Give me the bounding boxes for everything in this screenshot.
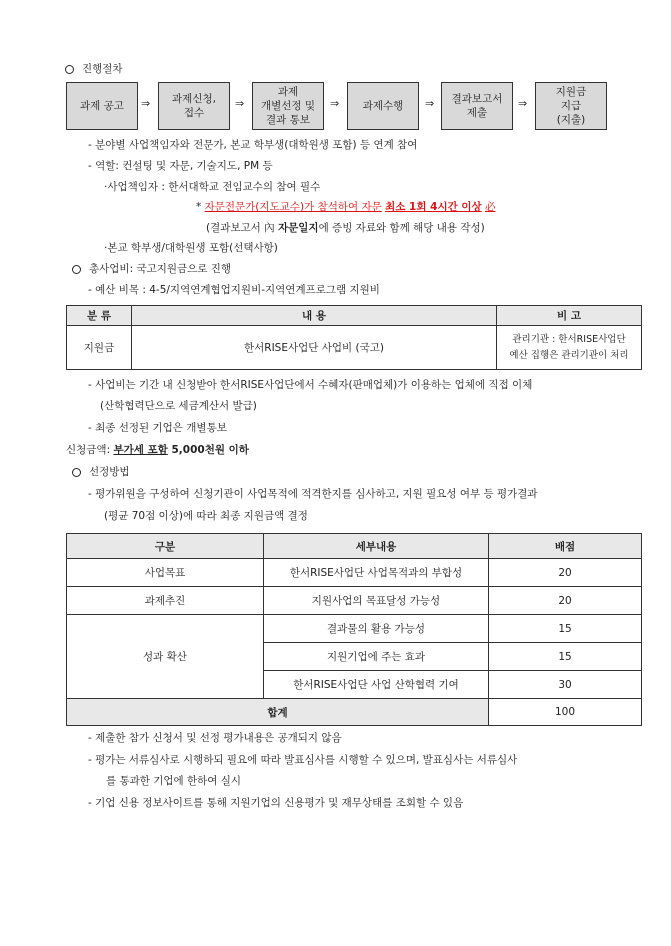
table-row: 지원금 한서RISE사업단 사업비 (국고) 관리기관 : 한서RISE사업단 예산 집행은 관리기관이 처리 — [67, 326, 642, 370]
section-heading-process: 진행절차 — [65, 61, 123, 76]
section-heading-selection: 선정방법 — [72, 464, 130, 479]
step-box-select: 과제 개별선정 및 결과 통보 — [252, 82, 324, 130]
process-bullet-4: ·본교 학부생/대학원생 포함(선택사항) — [104, 242, 278, 254]
selection-note-2: - 평가는 서류심사로 시행하되 필요에 따라 발표심사를 시행할 수 있으며, 발표심사는 서류심사 — [88, 754, 518, 766]
table-header: 세부내용 — [264, 534, 489, 559]
budget-note-1b: (산학협력단으로 세금계산서 발급) — [100, 400, 257, 412]
table-row: 과제추진 지원사업의 목표달성 가능성 20 — [67, 587, 642, 615]
budget-note-1: - 사업비는 기간 내 신청받아 한서RISE사업단에서 수혜자(판매업체)가 이용하는 업체에 직접 이체 — [88, 379, 533, 391]
table-row: 지원기업에 주는 효과 15 — [67, 643, 642, 671]
evaluation-table — [66, 533, 642, 726]
circle-bullet-icon — [65, 65, 74, 74]
step-box-payment: 지원금 지급 (지출) — [535, 82, 607, 130]
selection-note-2b: 를 통과한 기업에 한하여 실시 — [106, 775, 242, 787]
table-header: 구분 — [67, 534, 264, 559]
circle-bullet-icon — [72, 468, 81, 477]
apply-amount: 신청금액: 부가세 포함 5,000천원 이하 — [66, 444, 249, 456]
step-box-report: 결과보고서 제출 — [441, 82, 513, 130]
table-row: 성과 확산 결과물의 활용 가능성 15 — [67, 615, 642, 643]
table-total-row: 합계 100 — [67, 699, 642, 726]
advisor-note-2: (결과보고서 內 자문일지에 증빙 자료와 함께 해당 내용 작성) — [206, 222, 485, 234]
step-box-apply: 과제신청, 접수 — [158, 82, 230, 130]
section-heading-budget: 총사업비: 국고지원금으로 진행 — [72, 261, 231, 276]
advisor-note: * 자문전문가(지도교수)가 참석하여 자문 최소 1회 4시간 이상 必 — [196, 201, 496, 213]
step-box-perform: 과제수행 — [347, 82, 419, 130]
selection-note-3: - 기업 신용 정보사이트를 통해 지원기업의 신용평가 및 재무상태를 조회할 수 있음 — [88, 797, 464, 809]
table-header: 내 용 — [132, 306, 497, 326]
arrow-icon: ⇒ — [141, 97, 151, 110]
table-row: 한서RISE사업단 사업 산학협력 기여 30 — [67, 671, 642, 699]
selection-note-1: - 제출한 참가 신청서 및 선정 평가내용은 공개되지 않음 — [88, 732, 342, 744]
budget-note-2: - 최종 선정된 기업은 개별통보 — [88, 422, 227, 434]
selection-desc-b: (평균 70점 이상)에 따라 최종 지원금액 결정 — [104, 510, 308, 522]
arrow-icon: ⇒ — [425, 97, 435, 110]
process-bullet-2: - 역할: 컨설팅 및 자문, 기술지도, PM 등 — [88, 160, 273, 172]
step-box-announce: 과제 공고 — [66, 82, 138, 130]
arrow-icon: ⇒ — [330, 97, 340, 110]
circle-bullet-icon — [72, 265, 81, 274]
arrow-icon: ⇒ — [518, 97, 528, 110]
budget-item: - 예산 비목 : 4-5/지역연계협업지원비-지역연계프로그램 지원비 — [88, 284, 380, 296]
process-bullet-3: ·사업책임자 : 한서대학교 전임교수의 참여 필수 — [104, 181, 321, 193]
budget-table — [66, 305, 642, 370]
table-header: 분 류 — [67, 306, 132, 326]
selection-desc: - 평가위원을 구성하여 신청기관이 사업목적에 적격한지를 심사하고, 지원 필요성 여부 등 평가결과 — [88, 488, 538, 500]
table-row: 사업목표 한서RISE사업단 사업목적과의 부합성 20 — [67, 559, 642, 587]
table-header: 배점 — [489, 534, 642, 559]
table-header: 비 고 — [497, 306, 642, 326]
arrow-icon: ⇒ — [235, 97, 245, 110]
process-bullet-1: - 분야별 사업책임자와 전문가, 본교 학부생(대학원생 포함) 등 연계 참여 — [88, 139, 418, 151]
